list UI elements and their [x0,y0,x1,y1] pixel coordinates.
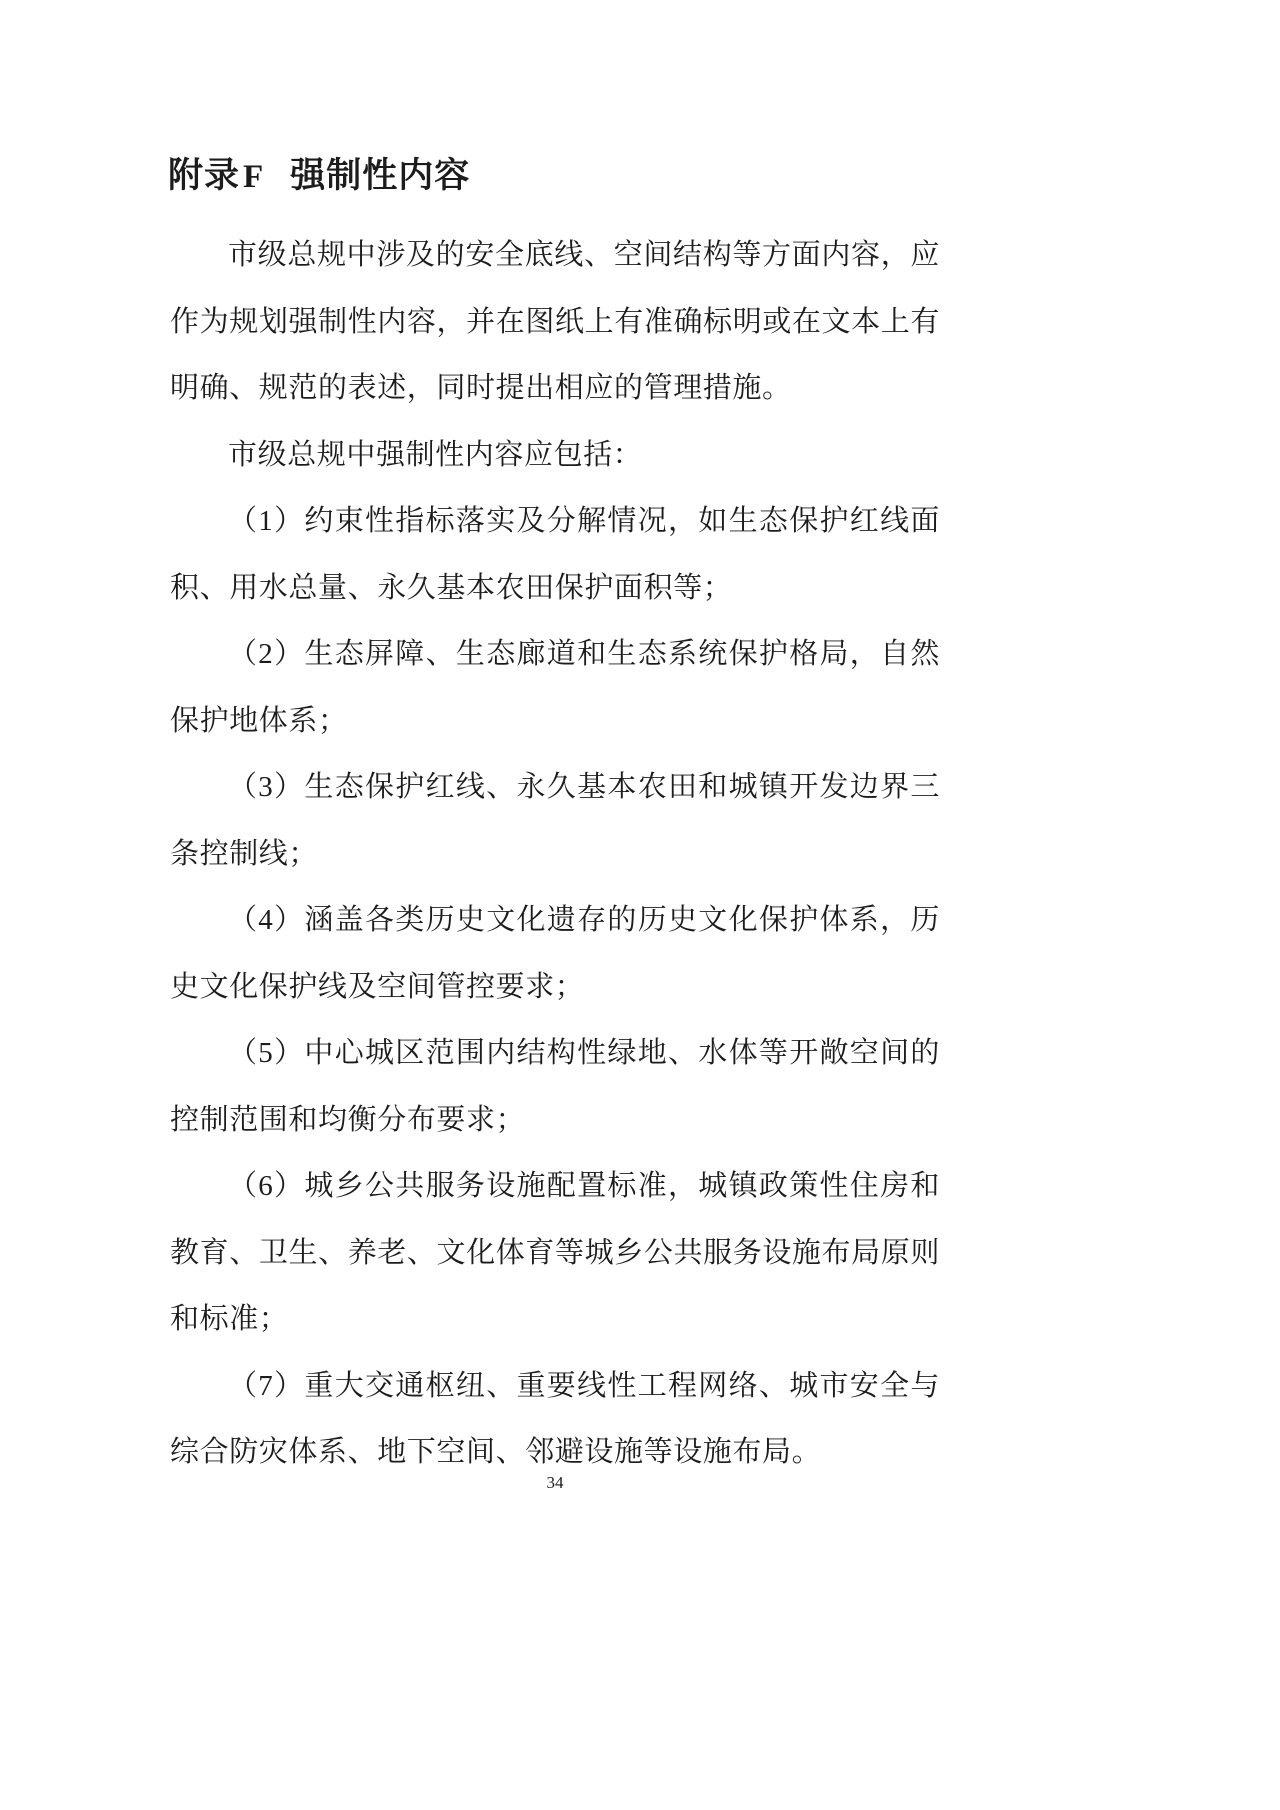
list-item-line: 综合防灾体系、地下空间、邻避设施等设施布局。 [170,1436,822,1468]
list-item-line: （6）城乡公共服务设施配置标准，城镇政策性住房和 [228,1170,940,1202]
list-item-line: 史文化保护线及空间管控要求； [170,970,585,1003]
appendix-title [168,152,940,201]
list-item-line: （1）约束性指标落实及分解情况，如生态保护红线面 [228,505,940,537]
list-item-line: 积、用水总量、永久基本农田保护面积等； [170,571,733,604]
page-number: 34 [546,1473,564,1492]
list-item-line: （4）涵盖各类历史文化遗存的历史文化保护体系，历 [228,904,940,936]
paragraph-line: 明确、规范的表述，同时提出相应的管理措施。 [170,372,792,404]
list-item-line: 和标准； [170,1303,289,1335]
paragraph-line: 作为规划强制性内容，并在图纸上有准确标明或在文本上有 [170,305,940,338]
paragraph-line: 市级总规中涉及的安全底线、空间结构等方面内容，应 [228,239,940,271]
list-item-line: 教育、卫生、养老、文化体育等城乡公共服务设施布局原则 [170,1236,940,1269]
list-item-line: 保护地体系； [170,704,348,737]
appendix-title-prefix: 附录 [168,156,241,195]
body-text [170,222,940,1486]
list-item-line: （7）重大交通枢纽、重要线性工程网络、城市安全与 [228,1369,940,1402]
paragraph-line: 市级总规中强制性内容应包括： [228,438,643,471]
appendix-title-letter: F [243,159,265,195]
list-item-line: 控制范围和均衡分布要求； [170,1103,526,1136]
list-item-line: （3）生态保护红线、永久基本农田和城镇开发边界三 [228,771,940,803]
appendix-title-subject: 强制性内容 [290,156,471,195]
list-item-line: （2）生态屏障、生态廊道和生态系统保护格局，自然 [228,638,940,670]
list-item-line: 条控制线； [170,837,319,870]
list-item-line: （5）中心城区范围内结构性绿地、水体等开敞空间的 [228,1037,940,1069]
